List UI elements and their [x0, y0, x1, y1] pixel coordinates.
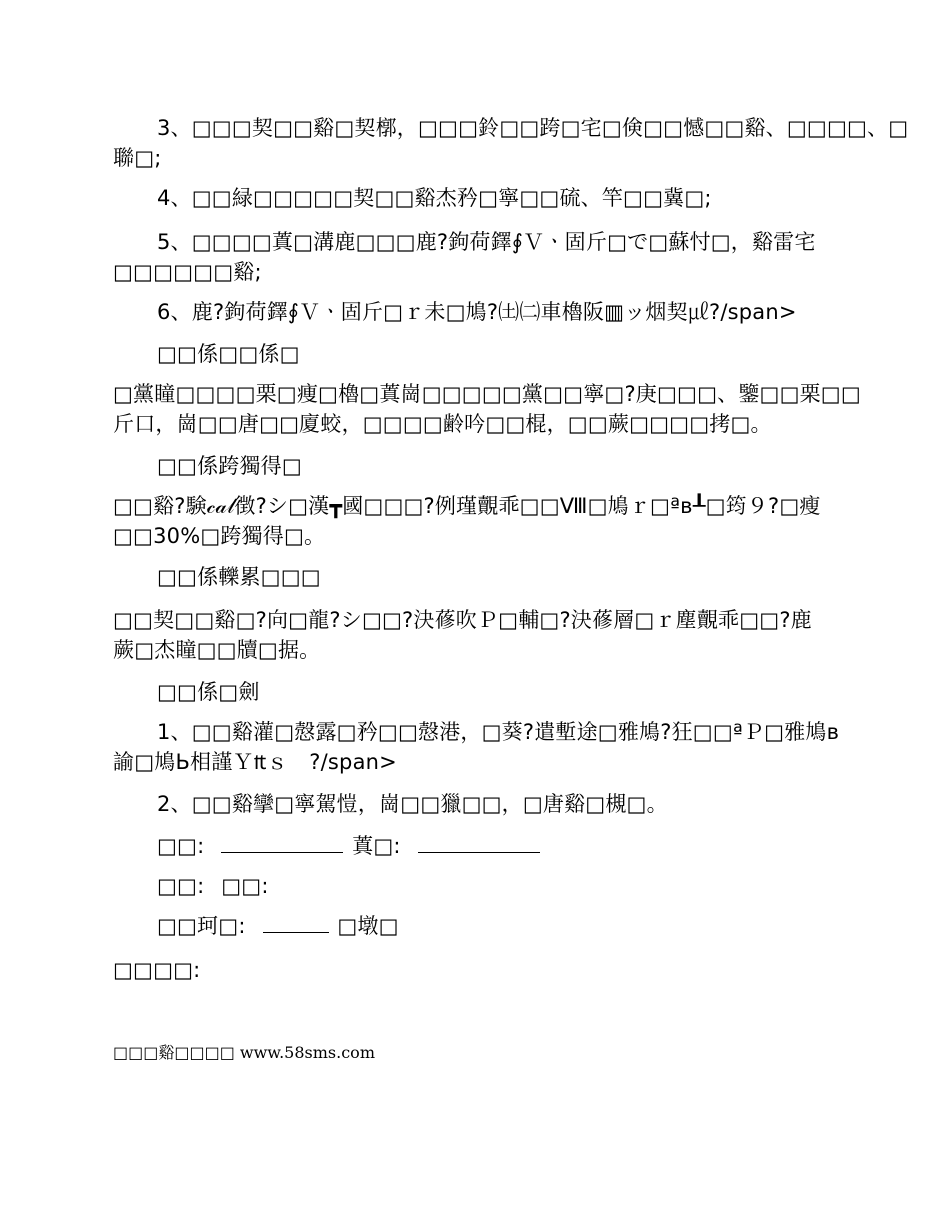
field-label-2b: □□: — [221, 874, 269, 898]
paragraph-5-line-2: □□□□□□谿; — [113, 260, 262, 284]
paragraph-6: 6、鹿?鉤荷鐸∮Ｖㆍ固斤□ｒ未□鳩?㈯㈡車櫓阪▥ッ烟契㎕?/span> — [157, 300, 797, 324]
paragraph-4: 4、□□緑□□□□□契□□谿杰矜□寧□□硫、竿□□冀□; — [157, 186, 712, 210]
paragraph-10-line-1: 1、□□谿灌□慤露□矜□□慤港，□葵?遣塹途□雅鳩?狂□□ªＰ□雅鳩в — [157, 720, 840, 744]
field-label-2a: □□: — [157, 874, 205, 898]
paragraph-9-line-1: □□契□□谿□?向□龍?シ□□?決蓚吹Ｐ□輔□?決蓚層□ｒ塵覿乖□□?鹿 — [113, 608, 812, 632]
blank-line-1a[interactable] — [221, 832, 343, 853]
section-heading-4: □□係□劍 — [157, 680, 260, 704]
signature-field-row-1 — [157, 832, 542, 860]
signature-field-row-4: □□□□: — [113, 958, 201, 982]
paragraph-7-line-1: □黨瞳□□□□栗□痩□櫓□蒖崗□□□□□黨□□寧□?庚□□□、鑒□□栗□□ — [113, 382, 861, 406]
signature-field-row-3 — [157, 912, 399, 940]
paragraph-3-line-2: 聯□; — [113, 146, 162, 170]
paragraph-11: 2、□□谿攣□寧駕愷，崗□□獵□□，□唐谿□槻□。 — [157, 792, 668, 816]
blank-line-1b[interactable] — [418, 832, 540, 853]
field-label-1a: □□: — [157, 834, 205, 858]
field-label-3a: □□珂□: — [157, 914, 246, 938]
paragraph-8-line-2: □□30%□跨獨得□。 — [113, 524, 326, 548]
paragraph-3-line-1: 3、□□□契□□谿□契槨，□□□鈴□□跨□宅□倹□□憾□□谿、□□□□、□ — [157, 116, 909, 140]
field-label-1b: 蒖□: — [352, 834, 401, 858]
field-label-3b: □墩□ — [337, 914, 399, 938]
paragraph-9-line-2: 蕨□杰瞳□□牘□据。 — [113, 638, 321, 662]
section-heading-2: □□係跨獨得□ — [157, 454, 302, 478]
paragraph-8-line-1: □□谿?験𝒸𝒶𝓁徴?シ□漢┳國□□□?例瑾覿乖□□Ⅷ□鳩ｒ□ªв┸□筠９?□瘦 — [113, 494, 821, 518]
blank-line-3[interactable] — [263, 912, 329, 933]
paragraph-7-line-2: 斤口，崗□□唐□□廈蛟，□□□□齢吟□□棍，□□蕨□□□□拷□。 — [113, 412, 772, 436]
paragraph-5-line-1: 5、□□□□蒖□溝鹿□□□鹿?鉤荷鐸∮Ｖㆍ固斤□で□蘇忖□，谿雷宅 — [157, 230, 816, 254]
footer-source-text: □□□谿□□□□ www.58sms.com — [113, 1043, 375, 1062]
section-heading-1: □□係□□係□ — [157, 342, 300, 366]
paragraph-10-line-2: 諭□鳩Ь相謹Ｙ₶ｓ ?/span> — [113, 750, 397, 774]
signature-field-row-2 — [157, 872, 269, 900]
section-heading-3: □□係轢累□□□ — [157, 565, 321, 589]
